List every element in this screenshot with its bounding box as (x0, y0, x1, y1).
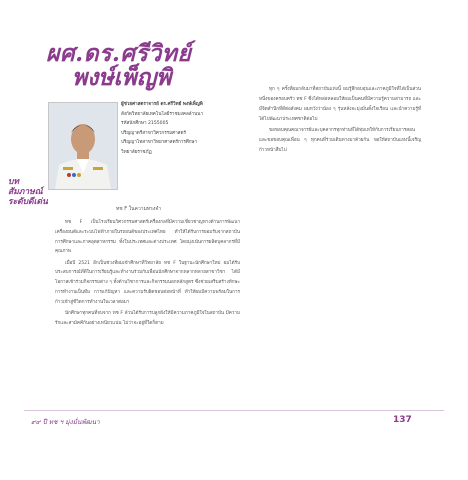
profile-line: รหัสนักศึกษา 2155005 (121, 121, 169, 127)
title-line-1: ผศ.ดร.ศรีวิทย์ (46, 40, 192, 67)
profile-line: ปริญญาตรีสาขาวิศวกรรมศาสตร์ (121, 130, 186, 136)
body-paragraph: ขอขอบคุณคณาจารย์และบุคลากรทุกท่านที่ได้ทุ่มเทให้กับการเรียนการสอน และขอขอบคุณเพื่อน ๆ ทุกคนที่ร่วมเดินทางมาด้วยกัน ขอให้สถาบันแห่งนี้เจริญก้าวหน้าสืบไป (259, 128, 421, 153)
profile-line: วิทยาลัยราชภัฏ (121, 149, 152, 155)
profile-info (121, 100, 237, 158)
profile-title (46, 42, 216, 90)
body-paragraph: เมื่อปี 2521 อีกเป็นช่วงที่ผมเข้าศึกษาที่วิทยาลัย ทช F ในฐานะนักศึกษาใหม่ ผมได้รับประสบการณ์ที่ดีในการเรียนรู้และทำงานร่วมกับเพื่อนนักศึกษาจากหลากหลายสาขาวิชา ได้มีโอกาสเข้าร่วมกิจกรรมต่าง ๆ ทั้งด้านวิชาการและกิจกรรมนอกหลักสูตร ซึ่งช่วยเสริมสร้างทักษะการทำงานเป็นทีม การแก้ปัญหา และความรับผิดชอบต่อหน้าที่ ทำให้ผมมีความพร้อมในการก้าวเข้าสู่ชีวิตการทำงานในเวลาต่อมา (55, 260, 240, 305)
section-subheading: ทช F ในความทรงจำ (116, 206, 162, 212)
footer-text: ๙๙ ปี ทช ฯ มุ่งมั่นพัฒนา (31, 418, 100, 426)
profile-line: ปริญญาโทสาขาวิทยาศาสตร์การศึกษา (121, 140, 198, 146)
body-paragraph: ทช F เป็นโรงเรียนวิศวกรรมศาสตร์เครื่องกลที่มีความเชี่ยวชาญทางด้านการพัฒนาเครื่องยนต์และระบบไฟฟ้าภายในรถยนต์ของประเทศไทย ทำให้ได้รับการยอมรับจากสถาบันการศึกษาและภาคอุตสาหกรรม ทั้งในประเทศและต่างประเทศ โดยมุ่งเน้นการผลิตบุคลากรที่มีคุณภาพ (55, 220, 240, 255)
side-caption: บทสัมภาษณ์ ระดับดีเด่น (8, 177, 48, 207)
page-number: 137 (393, 415, 412, 425)
title-line-2: พงษ์เพ็ญพิ (72, 64, 172, 91)
body-paragraph: นักศึกษาทุกคนที่จบจาก ทช F ล้วนได้รับการปลูกฝังให้มีความภาคภูมิใจในสถาบัน มีความรักและสามัคคีกันอย่างเหนียวแน่น ไม่ว่าจะอยู่ที่ใดก็ตาม (55, 311, 240, 326)
profile-name: ผู้ช่วยศาสตราจารย์ ดร.ศรีวิทย์ พงษ์เพ็ญพิ (121, 102, 203, 107)
body-paragraph: ทุก ๆ ครั้งที่ผมกลับมาที่สถาบันแห่งนี้ ผมรู้สึกอบอุ่นและภาคภูมิใจที่ได้เป็นส่วนหนึ่งของครอบครัว ทช F ซึ่งได้หล่อหลอมให้ผมเป็นคนที่มีความรู้ความสามารถ และมีจิตสำนึกที่ดีต่อสังคม ผมหวังว่าน้อง ๆ รุ่นหลังจะมุ่งมั่นตั้งใจเรียน และนำความรู้ที่ได้ไปพัฒนาประเทศชาติต่อไป (259, 87, 421, 122)
right-column-body (259, 85, 421, 157)
left-column-body (55, 218, 240, 330)
portrait-photo (48, 102, 118, 190)
footer-divider (24, 410, 444, 411)
profile-line: สังกัดวิทยาลัยเทคโนโลยีราชมงคลล้านนา (121, 111, 204, 117)
